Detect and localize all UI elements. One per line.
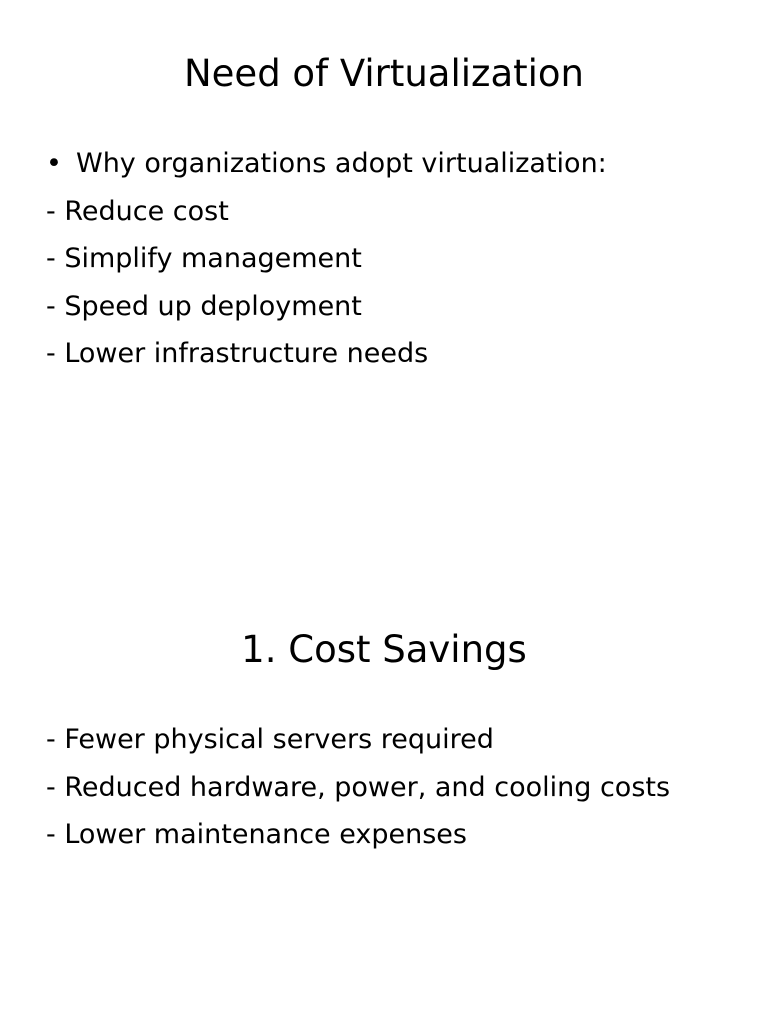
slide-title: Need of Virtualization [183,52,585,95]
list-item: - Reduced hardware, power, and cooling costs [46,771,671,803]
list-item [46,140,748,188]
list-item: - Lower maintenance expenses [46,819,467,851]
list-item: - Speed up deployment [46,290,362,322]
list-item: - Reduce cost [46,195,229,227]
slide-title: 1. Cost Savings [241,628,527,671]
slide-cost-savings [0,576,768,1024]
list-item: - Fewer physical servers required [46,724,494,755]
list-item: - Lower infrastructure needs [46,338,429,370]
slide-body-list [46,716,748,859]
list-item-text: Why organizations adopt virtualization: [76,148,607,179]
slide-body-list [46,140,748,378]
bullet-dot-icon: • [46,148,62,179]
list-item: - Simplify management [46,243,362,275]
